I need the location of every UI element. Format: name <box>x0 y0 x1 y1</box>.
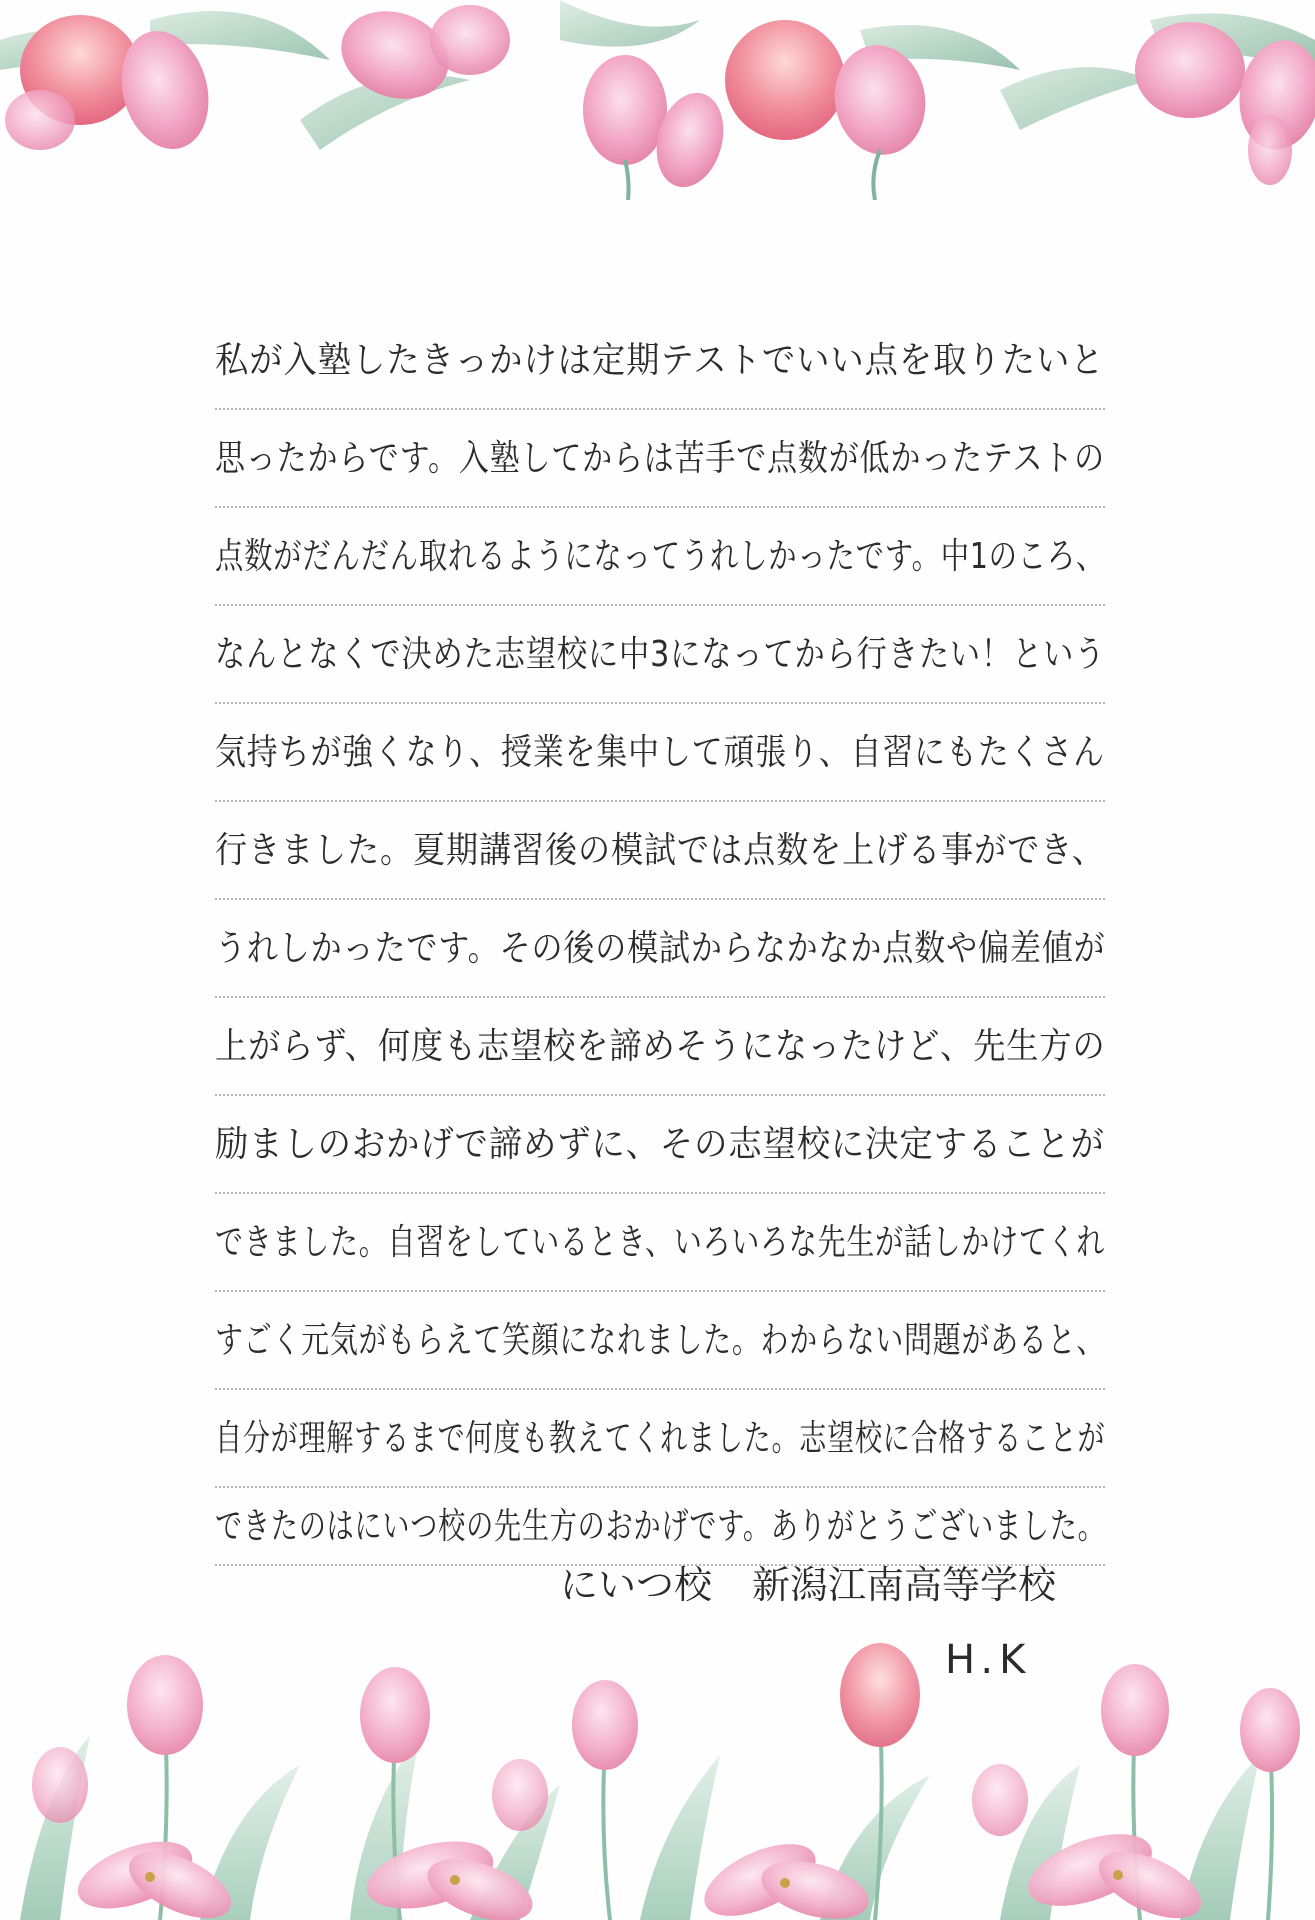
letter-line: 自分が理解するまで何度も教えてくれました。志望校に合格することが <box>215 1390 1105 1488</box>
letter-line: 上がらず、何度も志望校を諦めそうになったけど、先生方の <box>215 998 1105 1096</box>
letter-line: すごく元気がもらえて笑顔になれました。わからない問題があると、 <box>215 1292 1105 1390</box>
letter-line: 気持ちが強くなり、授業を集中して頑張り、自習にもたくさん <box>215 704 1105 802</box>
letter-line: できました。自習をしているとき、いろいろな先生が話しかけてくれ <box>215 1194 1105 1292</box>
signature-school-line <box>560 1555 1160 1615</box>
signature-branch: にいつ校 <box>560 1563 713 1607</box>
letter-line: 行きました。夏期講習後の模試では点数を上げる事ができ、 <box>215 802 1105 900</box>
signature-initials: H.K <box>945 1637 1032 1683</box>
letter-line: 点数がだんだん取れるようになってうれしかったです。中1のころ、 <box>215 508 1105 606</box>
signature-school: 新潟江南高等学校 <box>752 1563 1057 1607</box>
letter-line: うれしかったです。その後の模試からなかなか点数や偏差値が <box>215 900 1105 998</box>
letter-line: なんとなくで決めた志望校に中3になってから行きたい！という <box>215 606 1105 704</box>
letter-line: 思ったからです。入塾してからは苦手で点数が低かったテストの <box>215 410 1105 508</box>
letter-line: できたのはにいつ校の先生方のおかげです。ありがとうございました。 <box>215 1488 1105 1566</box>
letter-line: 励ましのおかげで諦めずに、その志望校に決定することが <box>215 1096 1105 1194</box>
tulip-border-top <box>0 0 1315 200</box>
letter-line: 私が入塾したきっかけは定期テストでいい点を取りたいと <box>215 312 1105 410</box>
tulip-border-bottom <box>0 1615 1315 1920</box>
letter-body <box>215 312 1105 1566</box>
signature-block <box>560 1555 1160 1683</box>
